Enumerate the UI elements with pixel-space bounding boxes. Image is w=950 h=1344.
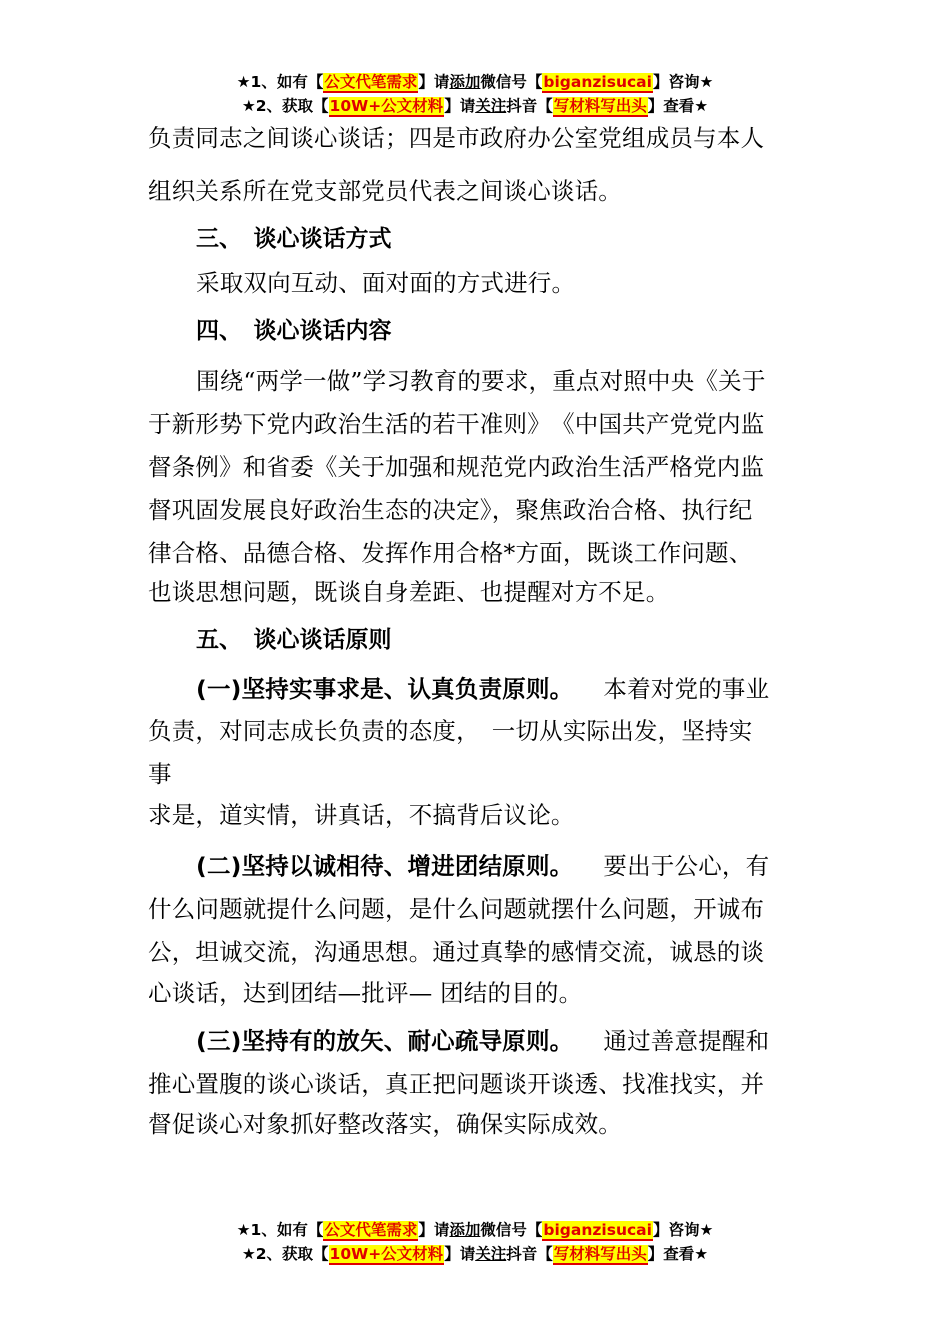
body-line: 督巩固发展良好政治生态的决定》，聚焦政治合格、执行纪	[148, 496, 753, 524]
banner-underlined: 关注	[475, 97, 507, 115]
body-line: 负责，对同志成长负责的态度， 一切从实际出发，坚持实	[148, 717, 753, 745]
banner-text: 】请	[418, 73, 450, 91]
principle-3-line	[196, 1026, 769, 1056]
highlight-douyin: 写材料写出头	[553, 1245, 647, 1263]
principle-2-title: (二)坚持以诚相待、增进团结原则。	[196, 852, 574, 880]
body-line: 负责同志之间谈心谈话；四是市政府办公室党组成员与本人	[148, 124, 765, 152]
principle-1-text: 本着对党的事业	[603, 675, 770, 703]
body-line: 推心置腹的谈心谈话，真正把问题谈开谈透、找准找实，并	[148, 1070, 765, 1098]
banner-text: 】咨询★	[652, 73, 714, 91]
banner-text: 微信号【	[480, 73, 543, 91]
principle-1-title: (一)坚持实事求是、认真负责原则。	[196, 675, 574, 703]
body-line: 于新形势下党内政治生活的若干准则》 《中国共产党党内监	[148, 410, 765, 438]
footer-banner	[0, 1218, 950, 1266]
banner-underlined: 添加	[449, 1221, 481, 1239]
principle-3-title: (三)坚持有的放矢、耐心疏导原则。	[196, 1027, 574, 1055]
body-line: 围绕“两学一做”学习教育的要求，重点对照中央《关于	[196, 367, 766, 395]
body-line: 律合格、品德合格、发挥作用合格*方面，既谈工作问题、	[148, 539, 753, 567]
banner-line-1	[0, 1218, 950, 1242]
banner-text: 】咨询★	[652, 1221, 714, 1239]
banner-text: ★1、如有【	[236, 73, 324, 91]
banner-line-2	[0, 94, 950, 118]
body-line: 什么问题就提什么问题，是什么问题就摆什么问题，开诚布	[148, 895, 765, 923]
body-line: 督促谈心对象抓好整改落实，确保实际成效。	[148, 1110, 622, 1138]
principle-1-line	[196, 674, 769, 704]
body-line: 组织关系所在党支部党员代表之间谈心谈话。	[148, 177, 622, 205]
banner-underlined: 关注	[475, 1245, 507, 1263]
banner-text: 】请	[444, 97, 476, 115]
banner-text: 】查看★	[647, 1245, 709, 1263]
banner-line-2	[0, 1242, 950, 1266]
body-line: 也谈思想问题，既谈自身差距、也提醒对方不足。	[148, 578, 670, 606]
body-line: 心谈话，达到团结—批评— 团结的目的。	[148, 979, 583, 1007]
highlight-materials: 10W+公文材料	[329, 1245, 444, 1263]
highlight-douyin: 写材料写出头	[553, 97, 647, 115]
banner-text: 抖音【	[506, 1245, 553, 1263]
banner-text: 微信号【	[480, 1221, 543, 1239]
banner-text: ★1、如有【	[236, 1221, 324, 1239]
body-line: 事	[148, 760, 172, 788]
banner-line-1	[0, 70, 950, 94]
section-heading-3: 三、 谈心谈话方式	[196, 226, 392, 252]
body-line: 求是，道实情，讲真话，不搞背后议论。	[148, 801, 575, 829]
principle-2-line	[196, 851, 769, 881]
section-heading-5: 五、 谈心谈话原则	[196, 627, 392, 653]
header-banner	[0, 70, 950, 118]
banner-text: 】查看★	[647, 97, 709, 115]
principle-3-text: 通过善意提醒和	[603, 1027, 770, 1055]
banner-text: 抖音【	[506, 97, 553, 115]
highlight-wechat-id: biganzisucai	[543, 73, 652, 91]
body-line: 公，坦诚交流，沟通思想。通过真挚的感情交流，诚恳的谈	[148, 938, 765, 966]
highlight-wechat-id: biganzisucai	[543, 1221, 652, 1239]
banner-text: 】请	[444, 1245, 476, 1263]
highlight-service: 公文代笔需求	[324, 1221, 418, 1239]
section-heading-4: 四、 谈心谈话内容	[196, 318, 392, 344]
banner-text: ★2、获取【	[241, 1245, 329, 1263]
banner-text: ★2、获取【	[241, 97, 329, 115]
body-line: 采取双向互动、面对面的方式进行。	[196, 269, 576, 297]
principle-2-text: 要出于公心，有	[603, 852, 770, 880]
highlight-service: 公文代笔需求	[324, 73, 418, 91]
highlight-materials: 10W+公文材料	[329, 97, 444, 115]
body-line: 督条例》和省委《关于加强和规范党内政治生活严格党内监	[148, 453, 765, 481]
banner-text: 】请	[418, 1221, 450, 1239]
banner-underlined: 添加	[449, 73, 481, 91]
